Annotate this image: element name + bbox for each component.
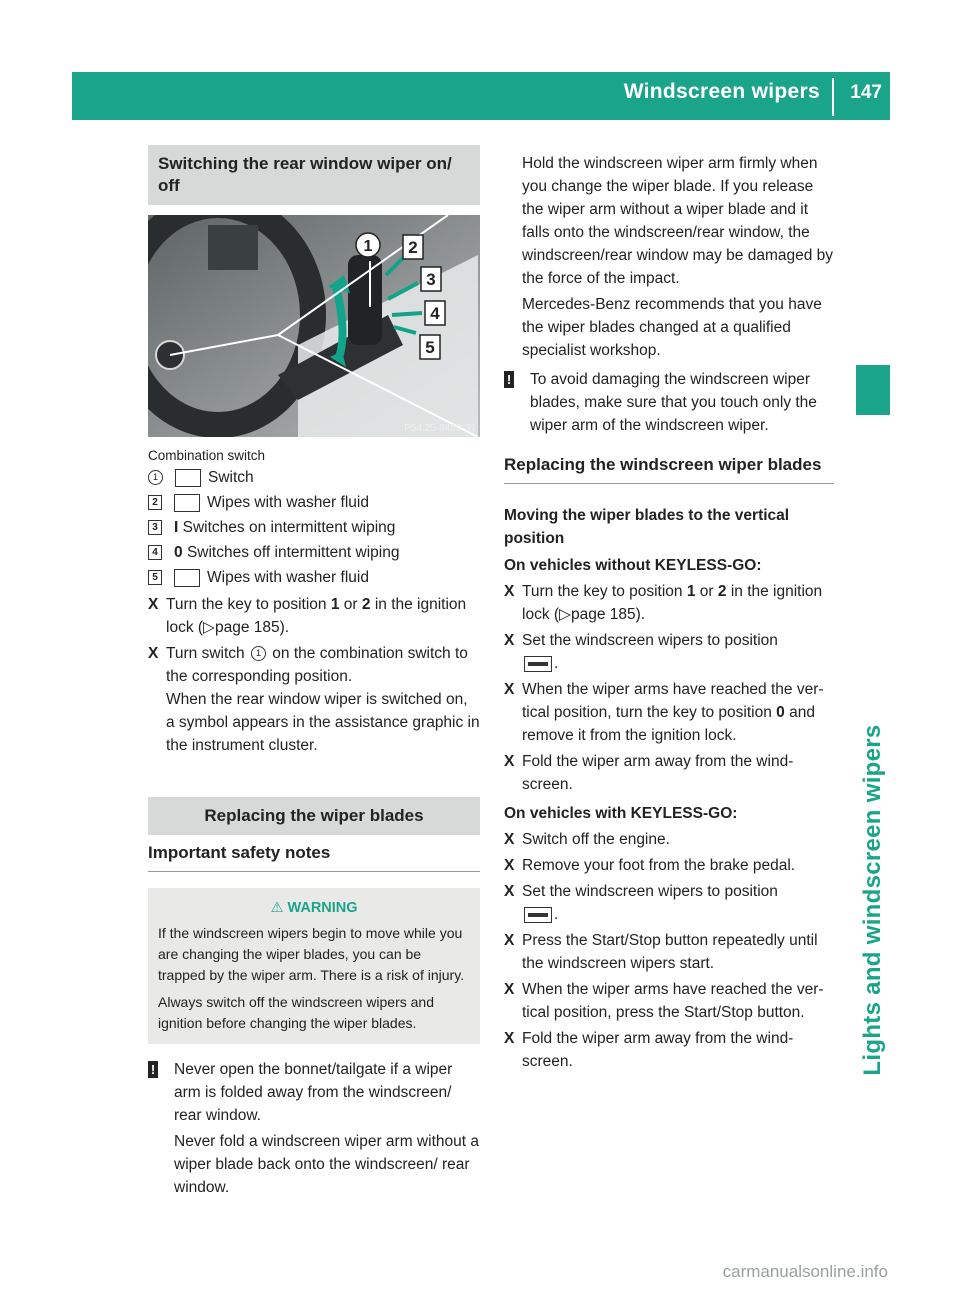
section-title-replace-blades: Replacing the windscreen wiper blades [504,453,834,484]
svg-text:4: 4 [430,304,440,323]
important-safety-heading: Important safety notes [148,841,480,872]
legend-item-1: 1 Switch [148,465,480,490]
svg-text:1: 1 [363,238,373,255]
step-x-icon: X [504,883,515,900]
instruction-step: X Fold the wiper arm away from the wind- screen. [504,750,834,796]
rear-wiper-symbol-icon [175,469,201,487]
instruction-step: X Set the windscreen wipers to position . [504,629,834,675]
combination-switch-photo [148,215,480,437]
instruction-step: X Turn the key to position 1 or 2 in the ignition lock (▷page 185). [504,580,834,626]
svg-text:3: 3 [426,270,436,289]
side-tab-marker [856,365,890,415]
notice-exclamation-icon: ! [504,371,514,388]
wiper-position-symbol-icon [524,907,552,923]
header-bar [72,72,890,120]
instruction-step: X When the wiper arms have reached the ver- tical position, press the Start/Stop button. [504,978,834,1024]
subheading-with-keyless: On vehicles with KEYLESS-GO: [504,805,738,822]
warning-box: ⚠ WARNING If the windscreen wipers begin to move while you are changing the wiper blades, you can be trapped by the wiper arm. There is a risk of injury. Always switch off the windscreen wipers and ignition before changing the wiper blades. [148,888,480,1044]
side-chapter-label: Lights and windscreen wipers [859,724,886,1076]
page-number: 147 [850,82,882,103]
right-column [504,152,834,1073]
left-column [148,145,480,1199]
paragraph: Mercedes-Benz recommends that you have the wiper blades changed at a qualified specialist workshop. [522,296,822,359]
legend-item-2: 2 Wipes with washer fluid [148,490,480,515]
watermark: carmanualsonline.info [722,1262,888,1281]
legend-item-3: 3 I Switches on intermittent wiping [148,515,480,540]
photo-code: P54.25-9489-31 [404,423,476,434]
step-note: When the rear window wiper is switched on, a symbol appears in the assistance graphic in the instrument cluster. [166,691,480,754]
step-x-icon: X [504,981,515,998]
step-x-icon: X [504,632,515,649]
instruction-step: X Remove your foot from the brake pedal. [504,854,834,877]
paragraph: Hold the windscreen wiper arm firmly when you change the wiper blade. If you release the wiper arm without a wiper blade and it falls onto the windscreen/rear window, the windscreen/rear window may be damaged by the force of the impact. [522,155,834,287]
washer-fluid-icon [174,569,200,587]
instruction-step: X Press the Start/Stop button repeatedly until the windscreen wipers start. [504,929,834,975]
page-ref-arrow-icon: ▷ [559,606,571,623]
combination-switch-illustration [148,215,480,437]
instruction-step: X When the wiper arms have reached the ver- tical position, turn the key to position 0 and remove it from the ignition lock. [504,678,834,747]
legend-number: 4 [148,545,162,560]
step-x-icon: X [504,1030,515,1047]
instruction-step: X Set the windscreen wipers to position . [504,880,834,926]
photo-caption: Combination switch [148,448,266,463]
step-x-icon: X [504,753,515,770]
subheading-without-keyless: On vehicles without KEYLESS-GO: [504,557,762,574]
legend-number: 5 [148,570,162,585]
section-title-rear-wiper: Switching the rear window wiper on/ off [148,145,480,205]
instruction-step: X Switch off the engine. [504,828,834,851]
svg-text:2: 2 [408,238,418,257]
step-x-icon: X [504,932,515,949]
page-ref-arrow-icon: ▷ [203,619,215,636]
legend-item-5: 5 Wipes with washer fluid [148,565,480,590]
stalk-tip [348,255,382,345]
step-x-icon: X [504,831,515,848]
legend-number: 1 [148,470,163,485]
notice-block: ! To avoid damaging the windscreen wiper blades, make sure that you touch only the wiper arm of the windscreen wiper. [504,368,834,437]
wiper-position-symbol-icon [524,656,552,672]
section-title-wiper-blades: Replacing the wiper blades [148,797,480,835]
washer-fluid-icon [174,494,200,512]
step-x-icon: X [148,645,159,662]
header-title: Windscreen wipers [623,80,820,103]
warning-triangle-icon: ⚠ [270,900,284,916]
svg-text:5: 5 [425,338,435,357]
instruction-step: X Turn the key to position 1 or 2 in the ignition lock (▷page 185). [148,593,480,639]
step-x-icon: X [504,681,515,698]
instruction-step: X Turn switch 1 on the combination switch to the corresponding position. When the rear window wiper is switched on, a symbol appears in the assistance graphic in the instrument cluster. [148,642,480,757]
step-x-icon: X [504,583,515,600]
notice-exclamation-icon: ! [148,1061,158,1078]
notice-block: ! Never open the bonnet/tailgate if a wiper arm is folded away from the windscreen/ rear window. Never fold a windscreen wiper arm without a wiper blade back onto the windscreen/ rear window. [148,1058,480,1199]
instruction-step: X Fold the wiper arm away from the wind- screen. [504,1027,834,1073]
step-x-icon: X [148,596,159,613]
callout-line-4 [392,313,422,315]
display-screen [208,225,258,270]
step-x-icon: X [504,857,515,874]
legend-item-4: 4 0 Switches off intermittent wiping [148,540,480,565]
subheading-vertical-position: Moving the wiper blades to the vertical position [504,507,790,547]
header-separator [832,78,834,116]
legend-number: 3 [148,520,162,535]
legend-number: 2 [148,495,162,510]
